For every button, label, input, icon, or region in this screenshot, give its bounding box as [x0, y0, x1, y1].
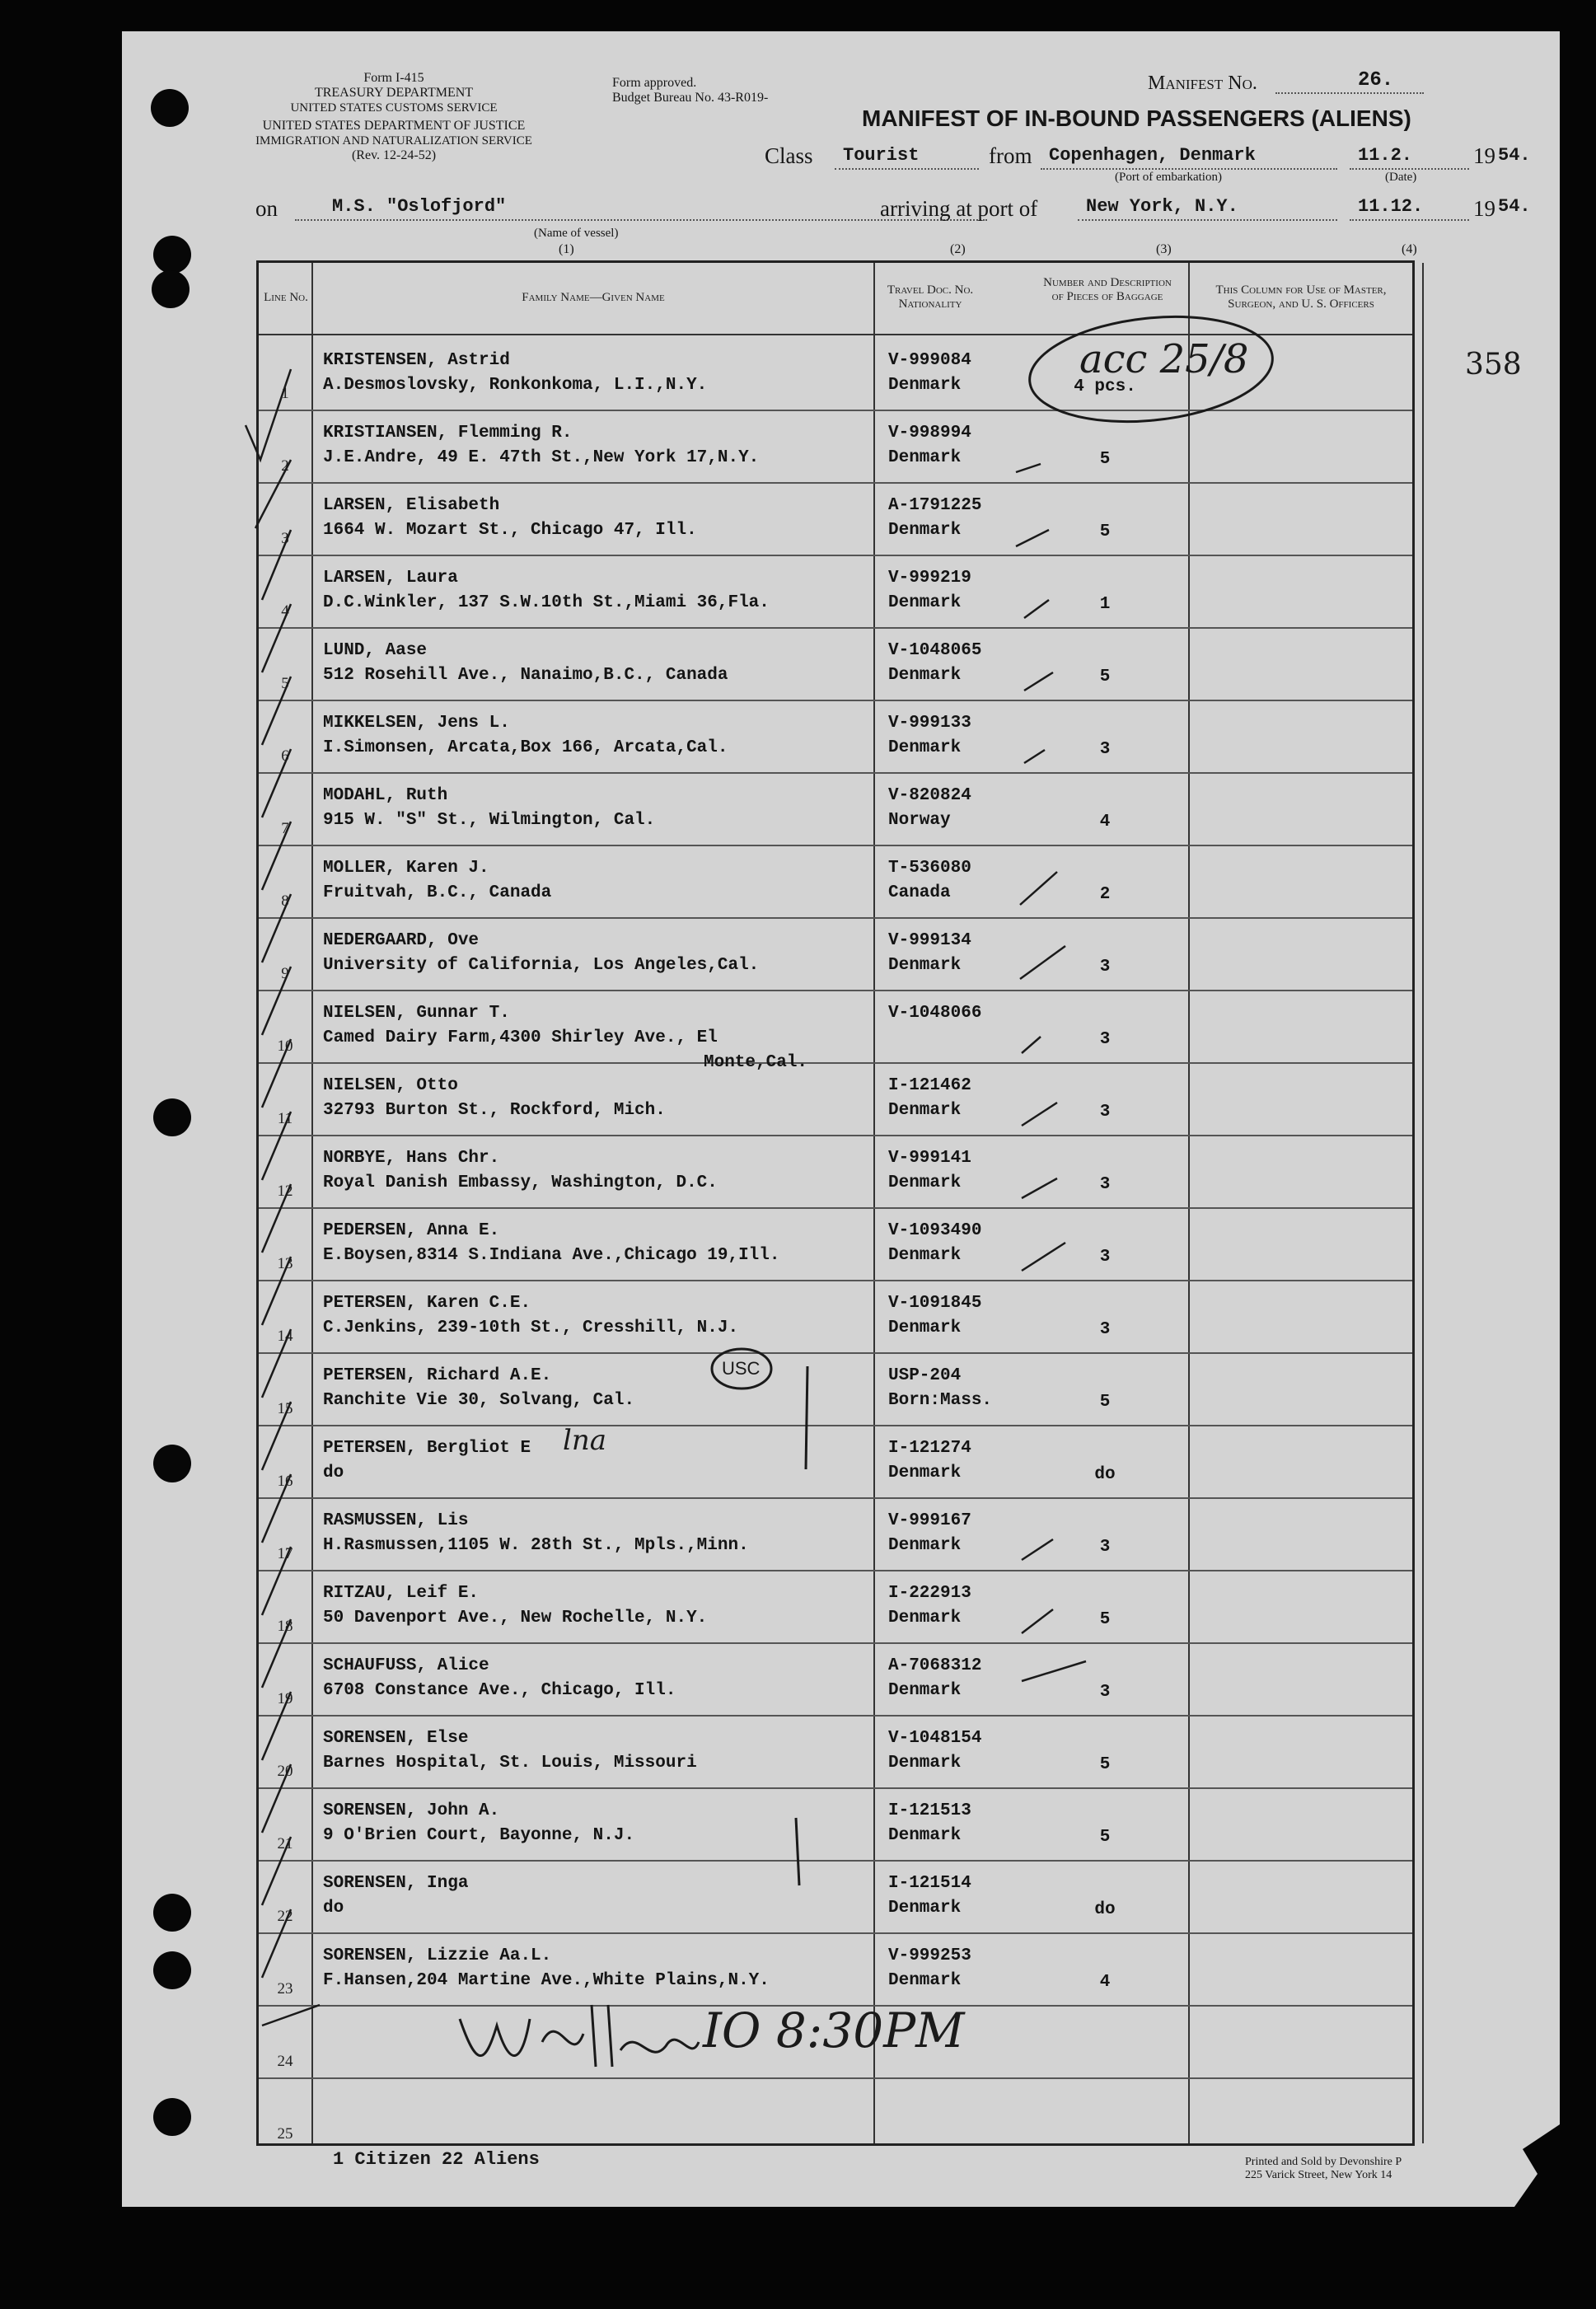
- nationality: Denmark: [888, 1318, 962, 1337]
- travel-doc-number: I-121514: [888, 1874, 971, 1893]
- line-number: 14: [277, 1328, 293, 1345]
- family-given-name: LARSEN, Laura: [323, 569, 458, 588]
- line-number: 6: [281, 747, 289, 765]
- family-given-name: NORBYE, Hans Chr.: [323, 1149, 500, 1168]
- us-address: C.Jenkins, 239-10th St., Cresshill, N.J.: [323, 1318, 739, 1337]
- baggage-count: 5: [1099, 450, 1111, 469]
- nationality: Denmark: [888, 1681, 962, 1700]
- travel-doc-number: V-999134: [888, 931, 971, 950]
- travel-doc-number: V-999253: [888, 1946, 971, 1965]
- baggage-count: 4: [1099, 1973, 1111, 1992]
- embarkation-date: 11.2.: [1358, 145, 1413, 166]
- manifest-page: [122, 31, 1560, 2207]
- class-value: Tourist: [843, 145, 920, 166]
- vessel-caption: (Name of vessel): [534, 227, 619, 240]
- year-prefix: 19: [1473, 196, 1495, 221]
- family-given-name: SORENSEN, Inga: [323, 1874, 469, 1893]
- family-given-name: KRISTENSEN, Astrid: [323, 351, 510, 370]
- year-prefix: 19: [1473, 143, 1495, 168]
- nationality: Denmark: [888, 1464, 962, 1482]
- nationality: Denmark: [888, 1609, 962, 1628]
- nationality: Denmark: [888, 1971, 962, 1990]
- line-number: 13: [277, 1255, 293, 1272]
- line-number: 5: [281, 675, 289, 692]
- us-address: 6708 Constance Ave., Chicago, Ill.: [323, 1681, 676, 1700]
- class-label: Class: [765, 143, 813, 168]
- line-number: 7: [281, 820, 289, 837]
- line-number: 18: [277, 1618, 293, 1635]
- arrival-port: New York, N.Y.: [1086, 196, 1238, 217]
- embarkation-caption: (Port of embarkation): [1115, 171, 1222, 184]
- nationality: Denmark: [888, 666, 962, 685]
- immigration-service: IMMIGRATION AND NATURALIZATION SERVICE: [255, 134, 532, 148]
- travel-doc-number: V-999133: [888, 714, 971, 733]
- nationality: Denmark: [888, 738, 962, 757]
- arrival-date: 11.12.: [1358, 196, 1424, 217]
- travel-doc-number: V-999084: [888, 351, 971, 370]
- us-address: A.Desmoslovsky, Ronkonkoma, L.I.,N.Y.: [323, 376, 708, 395]
- nationality: Denmark: [888, 1173, 962, 1192]
- travel-doc-number: V-820824: [888, 786, 971, 805]
- us-address: 512 Rosehill Ave., Nanaimo,B.C., Canada: [323, 666, 728, 685]
- header-baggage: Number and Description of Pieces of Baggage: [1043, 276, 1172, 303]
- us-address: Royal Danish Embassy, Washington, D.C.: [323, 1173, 718, 1192]
- line-number: 9: [281, 965, 289, 982]
- us-address: do: [323, 1899, 344, 1918]
- us-address: D.C.Winkler, 137 S.W.10th St.,Miami 36,Fla.: [323, 593, 770, 612]
- travel-doc-number: A-1791225: [888, 496, 982, 515]
- travel-doc-number: V-1091845: [888, 1294, 982, 1313]
- baggage-count: 3: [1099, 1538, 1111, 1557]
- on-label: on: [255, 196, 278, 221]
- baggage-count: 5: [1099, 667, 1111, 686]
- travel-doc-number: V-998994: [888, 424, 971, 443]
- nationality: Denmark: [888, 1899, 962, 1918]
- nationality: Denmark: [888, 1246, 962, 1265]
- line-number: 17: [277, 1545, 293, 1562]
- travel-doc-number: I-222913: [888, 1584, 971, 1603]
- baggage-count: 3: [1099, 1683, 1111, 1702]
- baggage-count: 3: [1099, 1030, 1111, 1049]
- budget-bureau: Budget Bureau No. 43-R019-: [612, 91, 769, 105]
- family-given-name: PETERSEN, Richard A.E.: [323, 1366, 552, 1385]
- customs-service: UNITED STATES CUSTOMS SERVICE: [290, 101, 498, 115]
- baggage-count: 5: [1099, 522, 1111, 541]
- line-number: 24: [277, 2053, 293, 2070]
- page-number: 358: [1465, 348, 1522, 382]
- form-number: Form I-415: [363, 71, 424, 85]
- us-address: F.Hansen,204 Martine Ave.,White Plains,N.Y.: [323, 1971, 770, 1990]
- family-given-name: PEDERSEN, Anna E.: [323, 1221, 500, 1240]
- travel-doc-number: V-999167: [888, 1511, 971, 1530]
- line-number: 10: [277, 1037, 293, 1055]
- us-address: 32793 Burton St., Rockford, Mich.: [323, 1101, 666, 1120]
- line-number: 11: [277, 1110, 293, 1127]
- line-number: 20: [277, 1763, 293, 1780]
- nationality: Denmark: [888, 1536, 962, 1555]
- line-number: 23: [277, 1980, 293, 1998]
- travel-doc-number: I-121274: [888, 1439, 971, 1458]
- line-number: 3: [281, 530, 289, 547]
- family-given-name: MODAHL, Ruth: [323, 786, 448, 805]
- manifest-number: 26.: [1358, 69, 1394, 91]
- line-number: 16: [277, 1473, 293, 1490]
- family-given-name: SORENSEN, John A.: [323, 1801, 500, 1820]
- us-address: Barnes Hospital, St. Louis, Missouri: [323, 1754, 697, 1773]
- vessel-name: M.S. "Oslofjord": [332, 196, 507, 217]
- us-address-continued: Monte,Cal.: [704, 1053, 808, 1072]
- us-address: 1664 W. Mozart St., Chicago 47, Ill.: [323, 521, 697, 540]
- travel-doc-number: I-121462: [888, 1076, 971, 1095]
- arrival-year: 54.: [1498, 196, 1531, 217]
- family-given-name: LARSEN, Elisabeth: [323, 496, 500, 515]
- line-number: 15: [277, 1400, 293, 1417]
- us-address: 50 Davenport Ave., New Rochelle, N.Y.: [323, 1609, 708, 1628]
- family-given-name: SORENSEN, Lizzie Aa.L.: [323, 1946, 552, 1965]
- from-label: from: [989, 143, 1032, 168]
- arriving-label: arriving at port of: [880, 196, 1038, 221]
- passenger-summary: 1 Citizen 22 Aliens: [333, 2149, 540, 2170]
- family-given-name: MOLLER, Karen J.: [323, 859, 489, 878]
- embarkation-year: 54.: [1498, 145, 1531, 166]
- baggage-count: 3: [1099, 1175, 1111, 1194]
- usc-mark: USC: [722, 1358, 761, 1379]
- baggage-count: 4: [1099, 813, 1111, 831]
- line-number: 19: [277, 1690, 293, 1707]
- nationality: Denmark: [888, 593, 962, 612]
- baggage-count: 1: [1099, 595, 1111, 614]
- baggage-count: 3: [1099, 1320, 1111, 1339]
- column-number: (4): [1402, 242, 1417, 256]
- nationality: Denmark: [888, 1826, 962, 1845]
- us-address: Fruitvah, B.C., Canada: [323, 883, 552, 902]
- family-given-name: MIKKELSEN, Jens L.: [323, 714, 510, 733]
- date-caption: (Date): [1385, 171, 1417, 184]
- treasury-department: TREASURY DEPARTMENT: [314, 86, 474, 100]
- family-given-name: RASMUSSEN, Lis: [323, 1511, 469, 1530]
- travel-doc-number: V-1048154: [888, 1729, 982, 1748]
- travel-doc-number: USP-204: [888, 1366, 962, 1385]
- us-address: Ranchite Vie 30, Solvang, Cal.: [323, 1391, 635, 1410]
- travel-doc-number: V-1093490: [888, 1221, 982, 1240]
- form-approved: Form approved.: [612, 76, 697, 90]
- line-number: 21: [277, 1835, 293, 1852]
- us-address: H.Rasmussen,1105 W. 28th St., Mpls.,Minn.: [323, 1536, 749, 1555]
- us-address: Camed Dairy Farm,4300 Shirley Ave., El: [323, 1028, 718, 1047]
- header-family-name: Family Name—Given Name: [522, 290, 665, 304]
- line-number: 25: [277, 2125, 293, 2143]
- baggage-count: 4 pcs.: [1074, 377, 1136, 396]
- us-address: J.E.Andre, 49 E. 47th St.,New York 17,N.Y.: [323, 448, 760, 467]
- nationality: Denmark: [888, 376, 962, 395]
- nationality: Denmark: [888, 1101, 962, 1120]
- line-number: 22: [277, 1908, 293, 1925]
- baggage-count: 5: [1099, 1393, 1111, 1412]
- baggage-count: 5: [1099, 1755, 1111, 1774]
- baggage-count: do: [1094, 1465, 1116, 1484]
- family-given-name: KRISTIANSEN, Flemming R.: [323, 424, 573, 443]
- baggage-count: 3: [1099, 1103, 1111, 1122]
- nationality: Denmark: [888, 956, 962, 975]
- handwritten-elna: lna: [563, 1424, 607, 1457]
- line-number: 12: [277, 1183, 293, 1200]
- us-address: I.Simonsen, Arcata,Box 166, Arcata,Cal.: [323, 738, 728, 757]
- header-travel-doc: Travel Doc. No. Nationality: [887, 283, 974, 311]
- nationality: Denmark: [888, 1754, 962, 1773]
- family-given-name: SCHAUFUSS, Alice: [323, 1656, 489, 1675]
- travel-doc-number: T-536080: [888, 859, 971, 878]
- printer-line-2: 225 Varick Street, New York 14: [1245, 2169, 1392, 2181]
- circled-note: acc 25/8: [1079, 336, 1249, 382]
- signature-note: IO 8:30PM: [703, 2002, 965, 2058]
- manifest-title: MANIFEST OF IN-BOUND PASSENGERS (ALIENS): [862, 105, 1411, 131]
- family-given-name: NIELSEN, Gunnar T.: [323, 1004, 510, 1023]
- column-number: (1): [559, 242, 574, 256]
- manifest-number-label: Manifest No.: [1148, 73, 1257, 94]
- family-given-name: NEDERGAARD, Ove: [323, 931, 480, 950]
- column-number: (3): [1156, 242, 1172, 256]
- family-given-name: PETERSEN, Karen C.E.: [323, 1294, 531, 1313]
- us-address: E.Boysen,8314 S.Indiana Ave.,Chicago 19,Ill.: [323, 1246, 780, 1265]
- nationality: Denmark: [888, 521, 962, 540]
- port-of-embarkation: Copenhagen, Denmark: [1049, 145, 1256, 166]
- nationality: Canada: [888, 883, 951, 902]
- line-number: 1: [281, 385, 289, 402]
- family-given-name: NIELSEN, Otto: [323, 1076, 458, 1095]
- printer-line-1: Printed and Sold by Devonshire P: [1245, 2156, 1402, 2168]
- travel-doc-number: V-999141: [888, 1149, 971, 1168]
- us-address: University of California, Los Angeles,Cal.: [323, 956, 760, 975]
- annotation-marks: [122, 31, 1560, 2207]
- baggage-count: 5: [1099, 1610, 1111, 1629]
- family-given-name: RITZAU, Leif E.: [323, 1584, 480, 1603]
- travel-doc-number: I-121513: [888, 1801, 971, 1820]
- baggage-count: 5: [1099, 1828, 1111, 1847]
- header-line-no: Line No.: [264, 290, 308, 304]
- nationality: Born:Mass.: [888, 1391, 993, 1410]
- travel-doc-number: A-7068312: [888, 1656, 982, 1675]
- baggage-count: do: [1094, 1900, 1116, 1919]
- us-address: do: [323, 1464, 344, 1482]
- baggage-count: 3: [1099, 740, 1111, 759]
- family-given-name: PETERSEN, Bergliot E: [323, 1439, 531, 1458]
- column-number: (2): [950, 242, 966, 256]
- header-officer-use: This Column for Use of Master, Surgeon, and U. S. Officers: [1215, 283, 1387, 311]
- us-address: 9 O'Brien Court, Bayonne, N.J.: [323, 1826, 635, 1845]
- baggage-count: 2: [1099, 885, 1111, 904]
- travel-doc-number: V-999219: [888, 569, 971, 588]
- baggage-count: 3: [1099, 958, 1111, 977]
- line-number: 8: [281, 892, 289, 910]
- nationality: Denmark: [888, 448, 962, 467]
- family-given-name: SORENSEN, Else: [323, 1729, 469, 1748]
- family-given-name: LUND, Aase: [323, 641, 428, 660]
- revision: (Rev. 12-24-52): [351, 148, 437, 162]
- us-address: 915 W. "S" St., Wilmington, Cal.: [323, 811, 656, 830]
- nationality: Norway: [888, 811, 951, 830]
- travel-doc-number: V-1048065: [888, 641, 982, 660]
- department-of-justice: UNITED STATES DEPARTMENT OF JUSTICE: [262, 119, 526, 133]
- baggage-count: 3: [1099, 1248, 1111, 1267]
- line-number: 2: [281, 457, 289, 475]
- travel-doc-number: V-1048066: [888, 1004, 982, 1023]
- line-number: 4: [281, 602, 289, 620]
